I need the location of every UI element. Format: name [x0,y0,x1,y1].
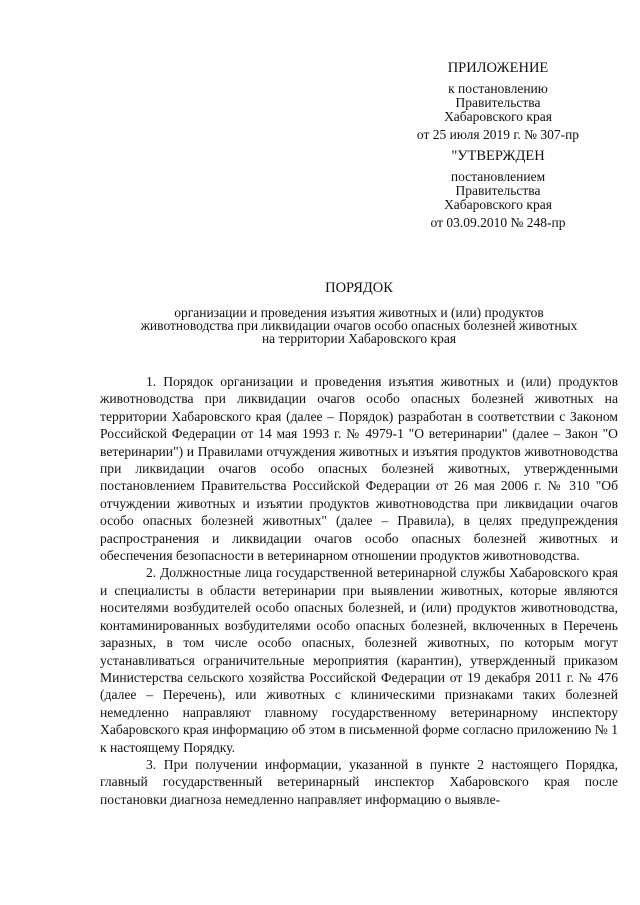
approved-line-1: постановлением [450,169,546,184]
approved-block [398,148,598,230]
appendix-heading: ПРИЛОЖЕНИЕ [447,60,549,76]
approved-line-3: Хабаровского края [444,197,552,212]
appendix-block [398,60,598,142]
appendix-line-1: к постановлению [448,81,548,96]
title-line-3: на территории Хабаровского края [261,331,457,346]
approved-heading: "УТВЕРЖДЕН [451,148,545,164]
appendix-line-4: от 25 июля 2019 г. № 307-пр [416,127,580,142]
appendix-line-2: Правительства [455,95,541,110]
title-line-1: организации и проведения изъятия животных и (или) продуктов [174,305,544,320]
paragraph-1: 1. Порядок организации и проведения изъятия животных и (или) продуктов животноводства при ликвидации очагов особо опасных болезней животных на территории Хабаровского края (далее – Порядок) разработан в соответствии с Законом Российской Федерации от 14 мая 1993 г. № 4979-1 "О ветеринарии" (далее – Закон "О ветеринарии") и Правилами отчуждения животных и изъятия продуктов животноводства при ликвидации очагов особо опасных болезней животных, утвержденными постановлением Правительства Российской Федерации от 26 мая 2006 г. № 310 "Об отчуждении животных и изъятии продуктов животноводства при ликвидации очагов особо опасных болезней животных" (далее – Правила), в целях предупреждения распространения и ликвидации очагов особо опасных болезней животных и обеспечения безопасности в ветеринарном отношении продуктов животноводства. [100,374,618,564]
appendix-line-3: Хабаровского края [444,109,552,124]
approved-line-2: Правительства [455,183,541,198]
title-line-2: животноводства при ликвидации очагов особо опасных болезней животных [140,318,578,333]
title-main: ПОРЯДОК [325,280,393,296]
document-title [100,280,618,345]
document-body [100,373,618,808]
approved-line-4: от 03.09.2010 № 248-пр [430,215,566,230]
paragraph-3: 3. При получении информации, указанной в пункте 2 настоящего Порядка, главный государственный ветеринарный инспектор Хабаровского края после постановки диагноза немедленно направляет информацию о выявле- [100,756,618,807]
paragraph-2: 2. Должностные лица государственной ветеринарной службы Хабаровского края и специалисты в области ветеринарии при выявлении животных, которые являются носителями возбудителей особо опасных болезней, и (или) продуктов животноводства, контаминированных возбудителями особо опасных болезней, включенных в Перечень заразных, в том числе особо опасных, болезней животных, по которым могут устанавливаться ограничительные мероприятия (карантин), утвержденный приказом Министерства сельского хозяйства Российской Федерации от 19 декабря 2011 г. № 476 (далее – Перечень), или животных с клиническими признаками таких болезней немедленно направляют главному государственному ветеринарному инспектору Хабаровского края информацию об этом в письменной форме согласно приложению № 1 к настоящему Порядку. [100,565,618,755]
